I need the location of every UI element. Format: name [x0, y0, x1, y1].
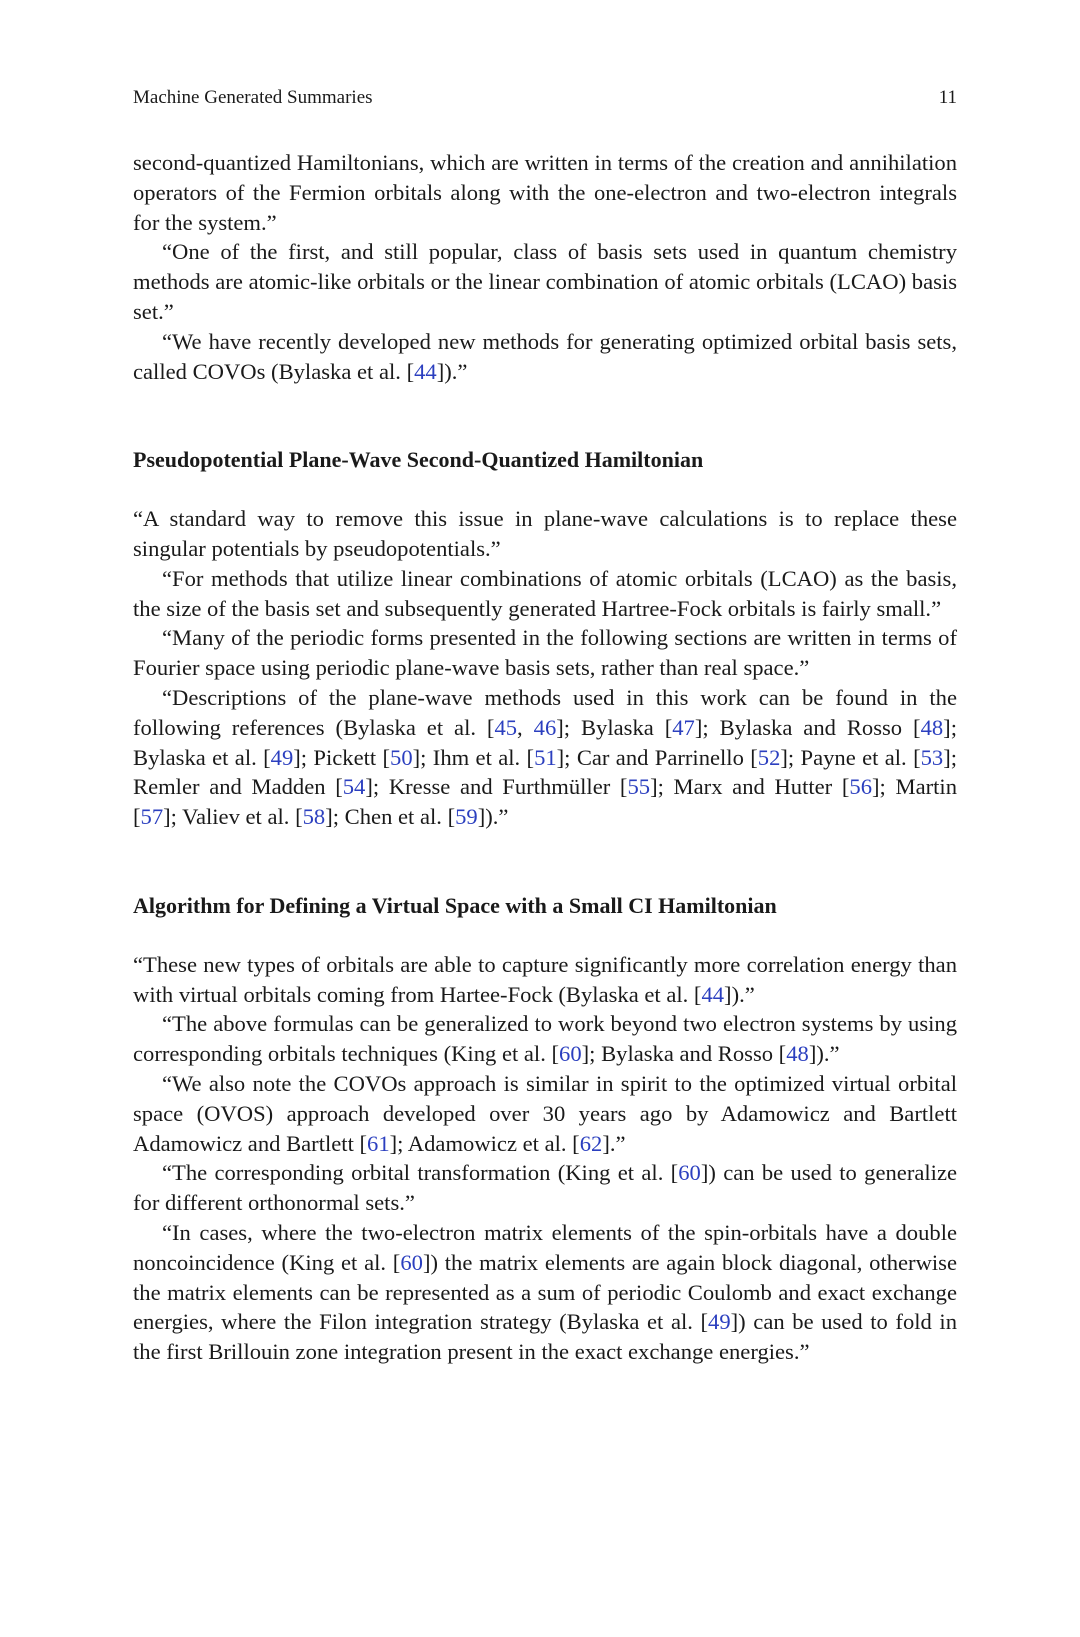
- page-number: 11: [938, 87, 957, 108]
- running-title: Machine Generated Summaries: [133, 87, 373, 108]
- citation-link[interactable]: 47: [672, 714, 695, 740]
- running-header: [133, 85, 957, 111]
- section2-paragraph-2: “The above formulas can be generalized to work beyond two electron systems by using corresponding orbitals techniques (King et al. [60]; Bylaska and Rosso [48]).”: [133, 1011, 957, 1067]
- citation-link[interactable]: 51: [534, 744, 557, 770]
- citation-link[interactable]: 46: [533, 714, 557, 740]
- citation-link[interactable]: 49: [708, 1309, 731, 1335]
- intro-paragraph-3: “We have recently developed new methods for generating optimized orbital basis sets, called COVOs (Bylaska et al. [44]).”: [133, 328, 957, 384]
- section2-paragraph-1: “These new types of orbitals are able to capture significantly more correlation energy than with virtual orbitals coming from Hartee-Fock (Bylaska et al. [44]).”: [133, 951, 957, 1007]
- citation-link[interactable]: 60: [678, 1160, 701, 1186]
- citation-link[interactable]: 52: [757, 744, 781, 770]
- page-body: [133, 148, 957, 1367]
- citation-link[interactable]: 48: [920, 714, 944, 740]
- citation-link[interactable]: 53: [920, 744, 944, 770]
- citation-link[interactable]: 57: [140, 804, 164, 830]
- section1-paragraph-2: “For methods that utilize linear combinations of atomic orbitals (LCAO) as the basis, the size of the basis set and subsequently generated Hartree-Fock orbitals is fairly small.”: [133, 565, 957, 621]
- intro-paragraph-1: second-quantized Hamiltonians, which are written in terms of the creation and annihilation operators of the Fermion orbitals along with the one-electron and two-electron integrals for the system.”: [133, 150, 957, 235]
- citation-link[interactable]: 58: [302, 804, 326, 830]
- section2-paragraph-5: “In cases, where the two-electron matrix elements of the spin-orbitals have a double noncoincidence (King et al. [60]) the matrix elements are again block diagonal, otherwise the matrix elements can be represented as a sum of periodic Coulomb and exact exchange energies, where the Filon integration strategy (Bylaska et al. [49]) can be used to fold in the first Brillouin zone integration present in the exact exchange energies.”: [133, 1219, 958, 1365]
- citation-link[interactable]: 44: [701, 981, 725, 1007]
- citation-link[interactable]: 60: [400, 1249, 423, 1275]
- section1-paragraph-4: “Descriptions of the plane-wave methods used in this work can be found in the following references (Bylaska et al. [45, 46]; Bylaska [47]; Bylaska and Rosso [48]; Bylaska et al. [49]; Pickett [50]; Ihm et al. [51]; Car and Parrinello [52]; Payne et al. [53]; Remler and Madden [54]; Kresse and Furthmüller [55]; Marx and Hutter [56]; Martin [57]; Valiev et al. [58]; Chen et al. [59]).”: [133, 684, 957, 830]
- citation-link[interactable]: 48: [786, 1041, 809, 1067]
- citation-link[interactable]: 44: [414, 358, 437, 384]
- citation-link[interactable]: 59: [455, 804, 478, 830]
- section1-paragraph-3: “Many of the periodic forms presented in the following sections are written in terms of Fourier space using periodic plane-wave basis sets, rather than real space.”: [133, 625, 957, 681]
- citation-link[interactable]: 60: [559, 1041, 582, 1067]
- section1-paragraph-1: “A standard way to remove this issue in plane-wave calculations is to replace these singular potentials by pseudopotentials.”: [133, 506, 957, 561]
- section-heading-pseudopotential: Pseudopotential Plane-Wave Second-Quantized Hamiltonian: [133, 447, 704, 473]
- section2-paragraph-4: “The corresponding orbital transformation (King et al. [60]) can be used to generalize for different orthonormal sets.”: [133, 1160, 957, 1216]
- citation-link[interactable]: 62: [579, 1130, 603, 1156]
- intro-paragraph-2: “One of the first, and still popular, class of basis sets used in quantum chemistry methods are atomic-like orbitals or the linear combination of atomic orbitals (LCAO) basis set.”: [133, 239, 957, 324]
- section-heading-algorithm: Algorithm for Defining a Virtual Space with a Small CI Hamiltonian: [133, 892, 777, 918]
- citation-link[interactable]: 54: [342, 774, 366, 800]
- citation-link[interactable]: 45: [494, 714, 518, 740]
- section2-paragraph-3: “We also note the COVOs approach is similar in spirit to the optimized virtual orbital space (OVOS) approach developed over 30 years ago by Adamowicz and Bartlett Adamowicz and Bartlett [61]; Adamowicz et al. [62].”: [133, 1070, 957, 1156]
- citation-link[interactable]: 61: [367, 1130, 390, 1156]
- citation-link[interactable]: 56: [849, 774, 873, 800]
- citation-link[interactable]: 50: [390, 744, 413, 770]
- citation-link[interactable]: 55: [627, 774, 651, 800]
- citation-link[interactable]: 49: [270, 744, 294, 770]
